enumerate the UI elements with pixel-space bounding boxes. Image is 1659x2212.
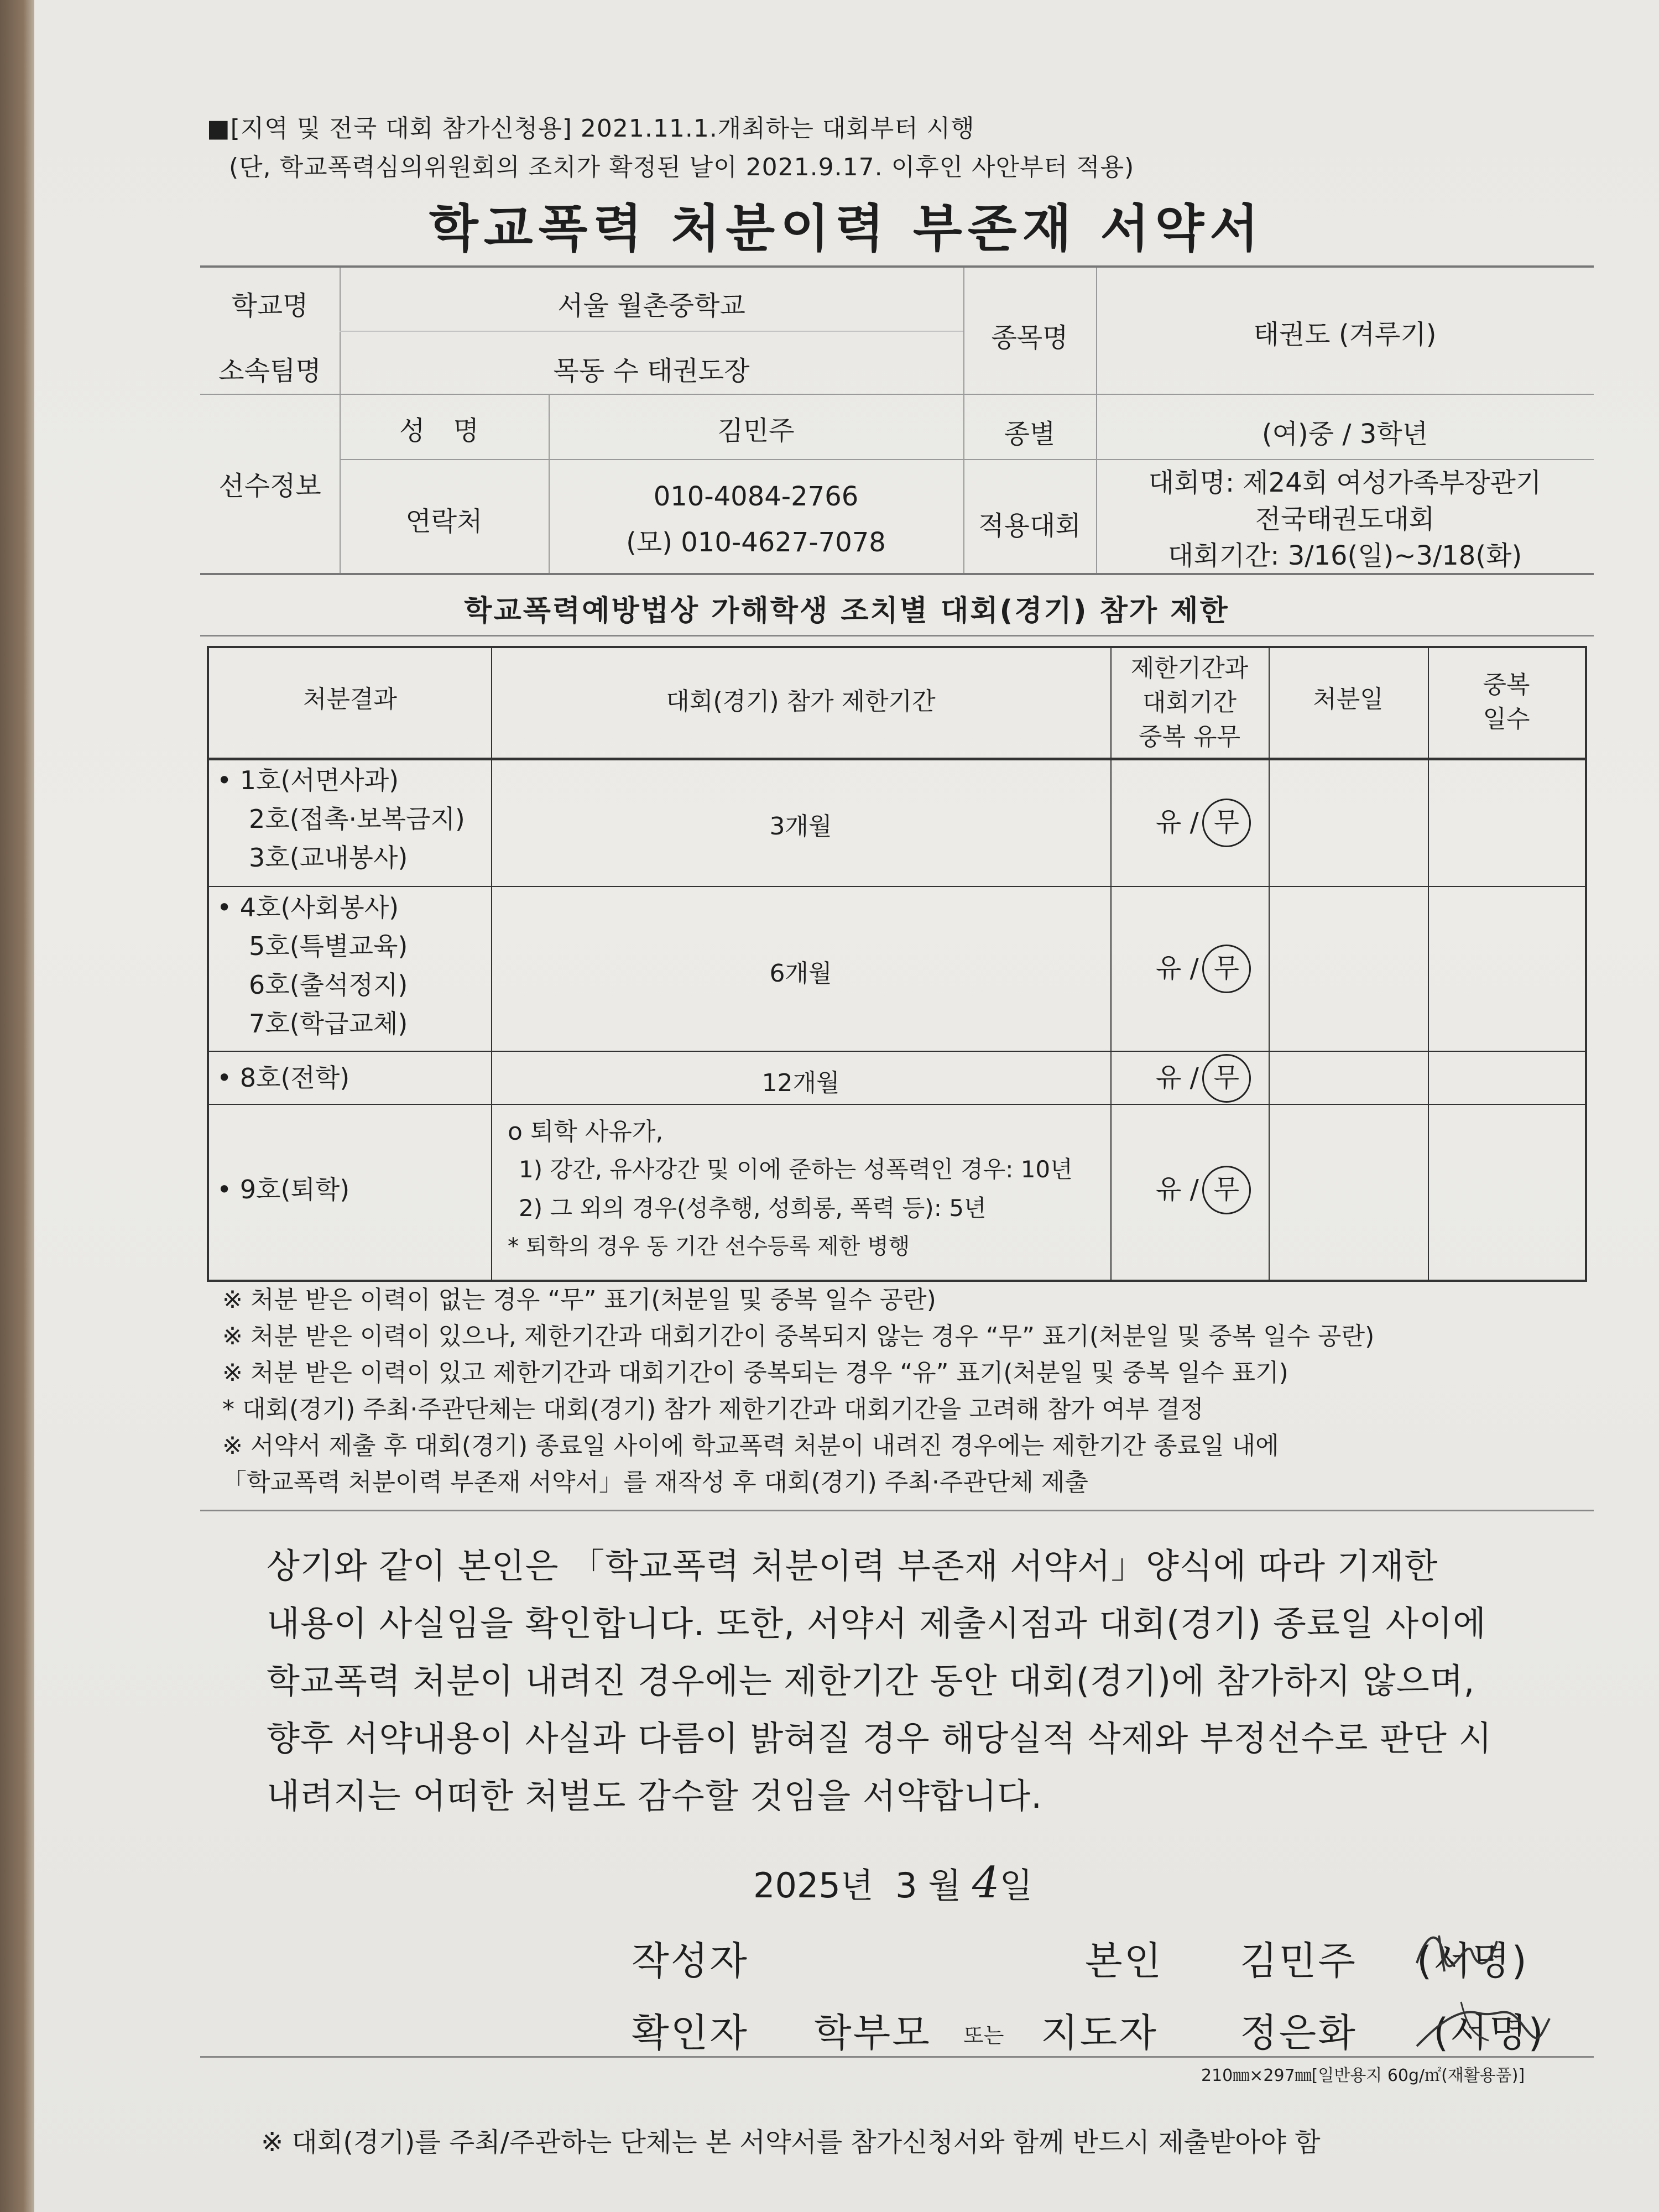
- pledge-line: 상기와 같이 본인은 「학교폭력 처분이력 부존재 서약서」양식에 따라 기재한: [267, 1546, 1438, 1586]
- note-line: 「학교폭력 처분이력 부존재 서약서」를 재작성 후 대회(경기) 주최·주관단체 제출: [222, 1468, 1088, 1496]
- measure-item: 6호(출석정지): [249, 970, 408, 1000]
- header-days-1: 중복: [1483, 671, 1530, 699]
- measure-item: 7호(학급교체): [249, 1009, 408, 1039]
- measures-table: [207, 646, 1587, 1282]
- period-value: 12개월: [761, 1069, 840, 1097]
- pledge-line: 내려지는 어떠한 처벌도 감수할 것임을 서약합니다.: [267, 1776, 1042, 1816]
- document-title: 학교폭력 처분이력 부존재 서약서: [429, 199, 1265, 258]
- document-sheet: [34, 0, 1659, 2212]
- event-label: 종목명: [991, 322, 1068, 353]
- name-value: 김민주: [717, 415, 795, 446]
- circled-no: 무: [1202, 799, 1251, 847]
- expulsion-line: o 퇴학 사유가,: [508, 1118, 664, 1146]
- period-value: 6개월: [769, 959, 832, 988]
- circled-no: 무: [1202, 945, 1251, 993]
- measures-subtitle: 학교폭력예방법상 가해학생 조치별 대회(경기) 참가 제한: [464, 594, 1229, 628]
- contact-label: 연락처: [405, 506, 483, 537]
- note-line: * 대회(경기) 주최·주관단체는 대회(경기) 참가 제한기간과 대회기간을 고려해 참가 여부 결정: [222, 1395, 1204, 1423]
- note-line: ※ 서약서 제출 후 대회(경기) 종료일 사이에 학교폭력 처분이 내려진 경우에는 제한기간 종료일 내에: [222, 1432, 1279, 1460]
- circled-no: 무: [1202, 1166, 1251, 1214]
- overlap-choice: 유 / 무: [1156, 799, 1251, 847]
- school-value: 서울 월촌중학교: [557, 290, 745, 321]
- signature-divider: [200, 2056, 1594, 2058]
- pledge-line: 내용이 사실임을 확인합니다. 또한, 서약서 제출시점과 대회(경기) 종료일 사이에: [267, 1603, 1487, 1644]
- school-label: 학교명: [231, 290, 309, 321]
- team-value: 목동 수 태권도장: [553, 356, 750, 387]
- period-value: 3개월: [769, 812, 832, 841]
- measure-item: • 8호(전학): [217, 1063, 350, 1093]
- notes: [222, 1282, 1374, 1501]
- confirm-or: 또는: [963, 2023, 1004, 2048]
- footer-note: ※ 대회(경기)를 주최/주관하는 단체는 본 서약서를 참가신청서와 함께 반드시 제출받아야 함: [261, 2127, 1321, 2158]
- contact-value-2: (모) 010-4627-7078: [626, 527, 886, 558]
- writer-name: 김민주: [1240, 1938, 1357, 1984]
- circled-no: 무: [1202, 1054, 1251, 1103]
- notes-divider: [200, 1510, 1594, 1511]
- desk-edge: [0, 0, 39, 2212]
- signature-scribble-1: [1406, 1919, 1505, 1980]
- event-value: 태권도 (겨루기): [1253, 319, 1437, 350]
- expulsion-line: 2) 그 외의 경우(성추행, 성희롱, 폭력 등): 5년: [519, 1194, 987, 1222]
- note-line: ※ 처분 받은 이력이 있고 제한기간과 대회기간이 중복되는 경우 “유” 표기(처분일 및 중복 일수 표기): [222, 1359, 1288, 1387]
- measure-item: 5호(특별교육): [249, 931, 408, 961]
- confirm-label: 확인자: [632, 2010, 749, 2056]
- pledge-text: [267, 1537, 1493, 1825]
- subtitle-divider: [200, 635, 1594, 637]
- team-label: 소속팀명: [218, 356, 321, 387]
- handwritten-day: 4: [972, 1858, 1000, 1908]
- applied-line-3: 대회기간: 3/16(일)~3/18(화): [1167, 540, 1522, 571]
- applied-line-1: 대회명: 제24회 여성가족부장관기: [1148, 467, 1542, 498]
- confirm-role-coach: 지도자: [1041, 2010, 1158, 2056]
- writer-role: 본인: [1085, 1938, 1164, 1984]
- note-line: ※ 처분 받은 이력이 있으나, 제한기간과 대회기간이 중복되지 않는 경우 “무” 표기(처분일 및 중복 일수 공란): [222, 1322, 1375, 1350]
- header-overlap-2: 대회기간: [1142, 688, 1237, 717]
- notice-line-1: ■[지역 및 전국 대회 참가신청용] 2021.11.1.개최하는 대회부터 시행: [207, 114, 975, 143]
- applied-label: 적용대회: [978, 510, 1081, 541]
- header-overlap-3: 중복 유무: [1138, 723, 1240, 751]
- name-label: 성 명: [399, 415, 489, 446]
- measure-item: 3호(교내봉사): [249, 843, 408, 873]
- expulsion-line: 1) 강간, 유사강간 및 이에 준하는 성폭력인 경우: 10년: [519, 1156, 1073, 1183]
- applied-line-2: 전국태권도대회: [1255, 504, 1435, 535]
- category-label: 종별: [1004, 419, 1056, 450]
- notice-line-2: (단, 학교폭력심의위원회의 조치가 확정된 날이 2021.9.17. 이후인 사안부터 적용): [229, 153, 1135, 181]
- paper-spec: 210㎜×297㎜[일반용지 60g/㎡(재활용품)]: [1201, 2066, 1525, 2085]
- pledge-line: 학교폭력 처분이 내려진 경우에는 제한기간 동안 대회(경기)에 참가하지 않으며,: [267, 1661, 1475, 1701]
- overlap-choice: 유 / 무: [1156, 1166, 1251, 1214]
- measure-item: 2호(접촉·보복금지): [249, 804, 465, 834]
- measure-item: • 9호(퇴학): [217, 1175, 350, 1204]
- header-days-2: 일수: [1483, 705, 1530, 733]
- header-date: 처분일: [1313, 685, 1384, 713]
- confirm-role-parent: 학부모: [814, 2010, 931, 2056]
- header-result: 처분결과: [302, 685, 397, 713]
- overlap-choice: 유 / 무: [1156, 1054, 1251, 1103]
- category-value: (여)중 / 3학년: [1261, 419, 1428, 450]
- note-line: ※ 처분 받은 이력이 없는 경우 “무” 표기(처분일 및 중복 일수 공란): [222, 1286, 936, 1314]
- expulsion-note: * 퇴학의 경우 동 기간 선수등록 제한 병행: [508, 1234, 910, 1259]
- writer-label: 작성자: [632, 1938, 749, 1984]
- overlap-choice: 유 / 무: [1156, 945, 1251, 993]
- confirm-name: 정은화: [1240, 2010, 1357, 2056]
- writer-sign-placeholder: (서명): [1417, 1938, 1528, 1984]
- header-overlap-1: 제한기간과: [1130, 654, 1249, 682]
- sign-date: 2025년 3 월 4일: [753, 1858, 1033, 1908]
- pledge-line: 향후 서약내용이 사실과 다름이 밝혀질 경우 해당실적 삭제와 부정선수로 판단 시: [267, 1718, 1493, 1759]
- measure-item: • 4호(사회봉사): [217, 893, 399, 922]
- contact-value-1: 010-4084-2766: [653, 481, 859, 512]
- confirm-sign-placeholder: (서명): [1433, 2010, 1545, 2056]
- player-info-label: 선수정보: [218, 471, 321, 502]
- info-table: [200, 265, 1594, 575]
- signature-scribble-2: [1411, 1991, 1555, 2057]
- header-period: 대회(경기) 참가 제한기간: [666, 687, 936, 716]
- measure-item: • 1호(서면사과): [217, 765, 399, 795]
